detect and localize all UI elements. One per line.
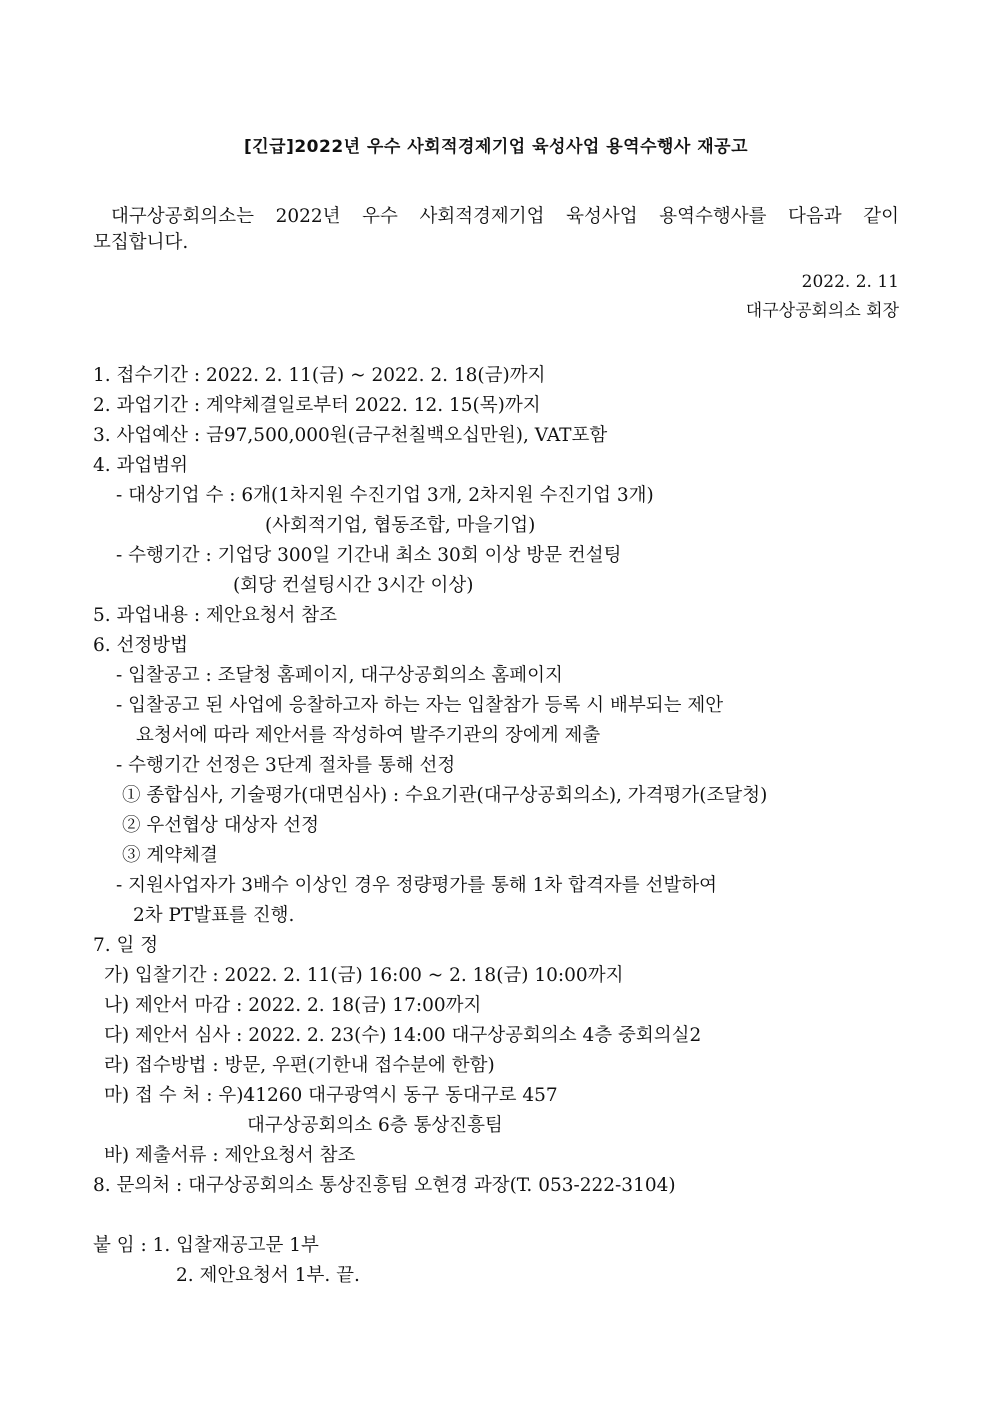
item-2-work-period: 2. 과업기간 : 계약체결일로부터 2022. 12. 15(목)까지	[93, 395, 541, 416]
item-7-reception-address: 마) 접 수 처 : 우)41260 대구광역시 동구 동대구로 457	[104, 1085, 558, 1106]
item-4-consulting-hours: (회당 컨설팅시간 3시간 이상)	[233, 575, 474, 596]
item-6-bid-submission-2: 요청서에 따라 제안서를 작성하여 발주기관의 장에게 제출	[136, 725, 601, 746]
signer: 대구상공회의소 회장	[745, 301, 899, 321]
item-7-reception-method: 라) 접수방법 : 방문, 우편(기한내 접수분에 한함)	[104, 1055, 495, 1076]
intro-line-1: 대구상공회의소는 2022년 우수 사회적경제기업 육성사업 용역수행사를 다음과 같이	[111, 206, 899, 227]
item-4-target-count: - 대상기업 수 : 6개(1차지원 수진기업 3개, 2차지원 수진기업 3개)	[116, 485, 654, 506]
item-6-bid-notice: - 입찰공고 : 조달청 홈페이지, 대구상공회의소 홈페이지	[116, 665, 563, 686]
attachment-2: 2. 제안요청서 1부. 끝.	[176, 1265, 360, 1286]
item-7-bid-period: 가) 입찰기간 : 2022. 2. 11(금) 16:00 ~ 2. 18(금) 10:00까지	[104, 965, 624, 986]
announcement-date: 2022. 2. 11	[801, 272, 899, 292]
attachment-1: 붙 임 : 1. 입찰재공고문 1부	[93, 1235, 319, 1256]
item-7-proposal-review: 다) 제안서 심사 : 2022. 2. 23(수) 14:00 대구상공회의소 4층 중회의실2	[104, 1025, 702, 1046]
item-6-bid-submission-1: - 입찰공고 된 사업에 응찰하고자 하는 자는 입찰참가 등록 시 배부되는 제안	[116, 695, 724, 716]
item-7-reception-office: 대구상공회의소 6층 통상진흥팀	[247, 1115, 503, 1136]
item-4-execution-period: - 수행기간 : 기업당 300일 기간내 최소 30회 이상 방문 컨설팅	[116, 545, 622, 566]
item-7-heading: 7. 일 정	[93, 935, 159, 956]
item-7-documents: 바) 제출서류 : 제안요청서 참조	[104, 1145, 356, 1166]
item-6-heading: 6. 선정방법	[93, 635, 189, 656]
intro-line-2: 모집합니다.	[93, 232, 189, 253]
item-6-step-3: ③ 계약체결	[122, 845, 218, 866]
item-6-screening-2: 2차 PT발표를 진행.	[133, 905, 295, 926]
item-3-budget: 3. 사업예산 : 금97,500,000원(금구천칠백오십만원), VAT포함	[93, 425, 608, 446]
item-7-proposal-deadline: 나) 제안서 마감 : 2022. 2. 18(금) 17:00까지	[104, 995, 482, 1016]
item-1-reception-period: 1. 접수기간 : 2022. 2. 11(금) ~ 2022. 2. 18(금)까지	[93, 365, 546, 386]
item-4-target-types: (사회적기업, 협동조합, 마을기업)	[265, 515, 536, 536]
item-6-step-2: ② 우선협상 대상자 선정	[122, 815, 319, 836]
item-5-content: 5. 과업내용 : 제안요청서 참조	[93, 605, 337, 626]
item-8-contact: 8. 문의처 : 대구상공회의소 통상진흥팀 오현경 과장(T. 053-222-3104)	[93, 1175, 676, 1196]
item-6-step-1: ① 종합심사, 기술평가(대면심사) : 수요기관(대구상공회의소), 가격평가(조달청)	[122, 785, 768, 806]
item-6-selection-steps: - 수행기간 선정은 3단계 절차를 통해 선정	[116, 755, 456, 776]
document-title: [긴급]2022년 우수 사회적경제기업 육성사업 용역수행사 재공고	[243, 137, 749, 157]
item-6-screening-1: - 지원사업자가 3배수 이상인 경우 정량평가를 통해 1차 합격자를 선발하여	[116, 875, 717, 896]
item-4-heading: 4. 과업범위	[93, 455, 189, 476]
